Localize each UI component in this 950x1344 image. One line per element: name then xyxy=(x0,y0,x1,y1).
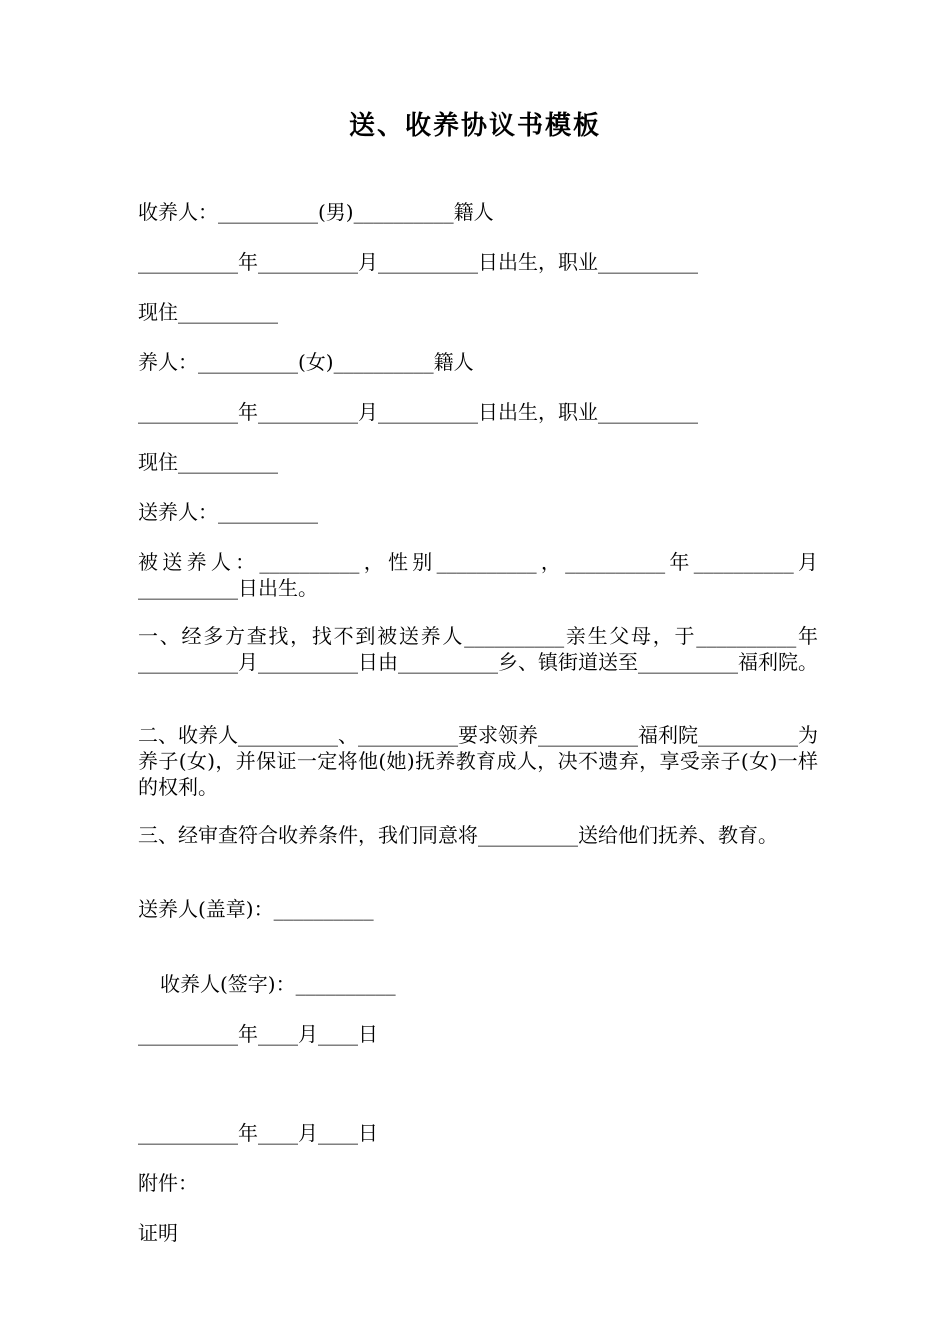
birth-line-1: __________年__________月__________日出生，职业__________ xyxy=(138,250,698,274)
residence-line-2: 现住__________ xyxy=(138,450,278,474)
clause-3-paragraph: 三、经审查符合收养条件，我们同意将__________送给他们抚养、教育。 xyxy=(138,823,778,847)
date-line-2: __________年____月____日 xyxy=(138,1121,378,1145)
giver-seal-line: 送养人(盖章)：__________ xyxy=(138,897,374,921)
residence-line-1: 现住__________ xyxy=(138,300,278,324)
document-title: 送、收养协议书模板 xyxy=(348,111,601,141)
adoptee-paragraph: 被送养人：__________，性别__________，__________年__________月__________日出生。 xyxy=(138,550,818,600)
adopter-male-line: 收养人：__________(男)__________籍人 xyxy=(138,200,494,224)
adopter-female-line: 养人：__________(女)__________籍人 xyxy=(138,350,474,374)
certificate-label: 证明 xyxy=(138,1221,178,1245)
birth-line-2: __________年__________月__________日出生，职业__________ xyxy=(138,400,698,424)
giver-line: 送养人：__________ xyxy=(138,500,318,524)
adopter-sign-line: 收养人(签字)：__________ xyxy=(160,972,396,996)
clause-1-paragraph: 一、经多方查找，找不到被送养人__________亲生父母，于__________年__________月__________日由__________乡、镇街道送至__________福利院。 xyxy=(138,624,818,674)
date-line-1: __________年____月____日 xyxy=(138,1022,378,1046)
clause-2-paragraph: 二、收养人__________、__________要求领养__________福利院__________为养子(女)，并保证一定将他(她)抚养教育成人，决不遗弃，享受亲子(女)一样的权利。 xyxy=(138,723,818,799)
attachment-label: 附件： xyxy=(138,1171,198,1195)
